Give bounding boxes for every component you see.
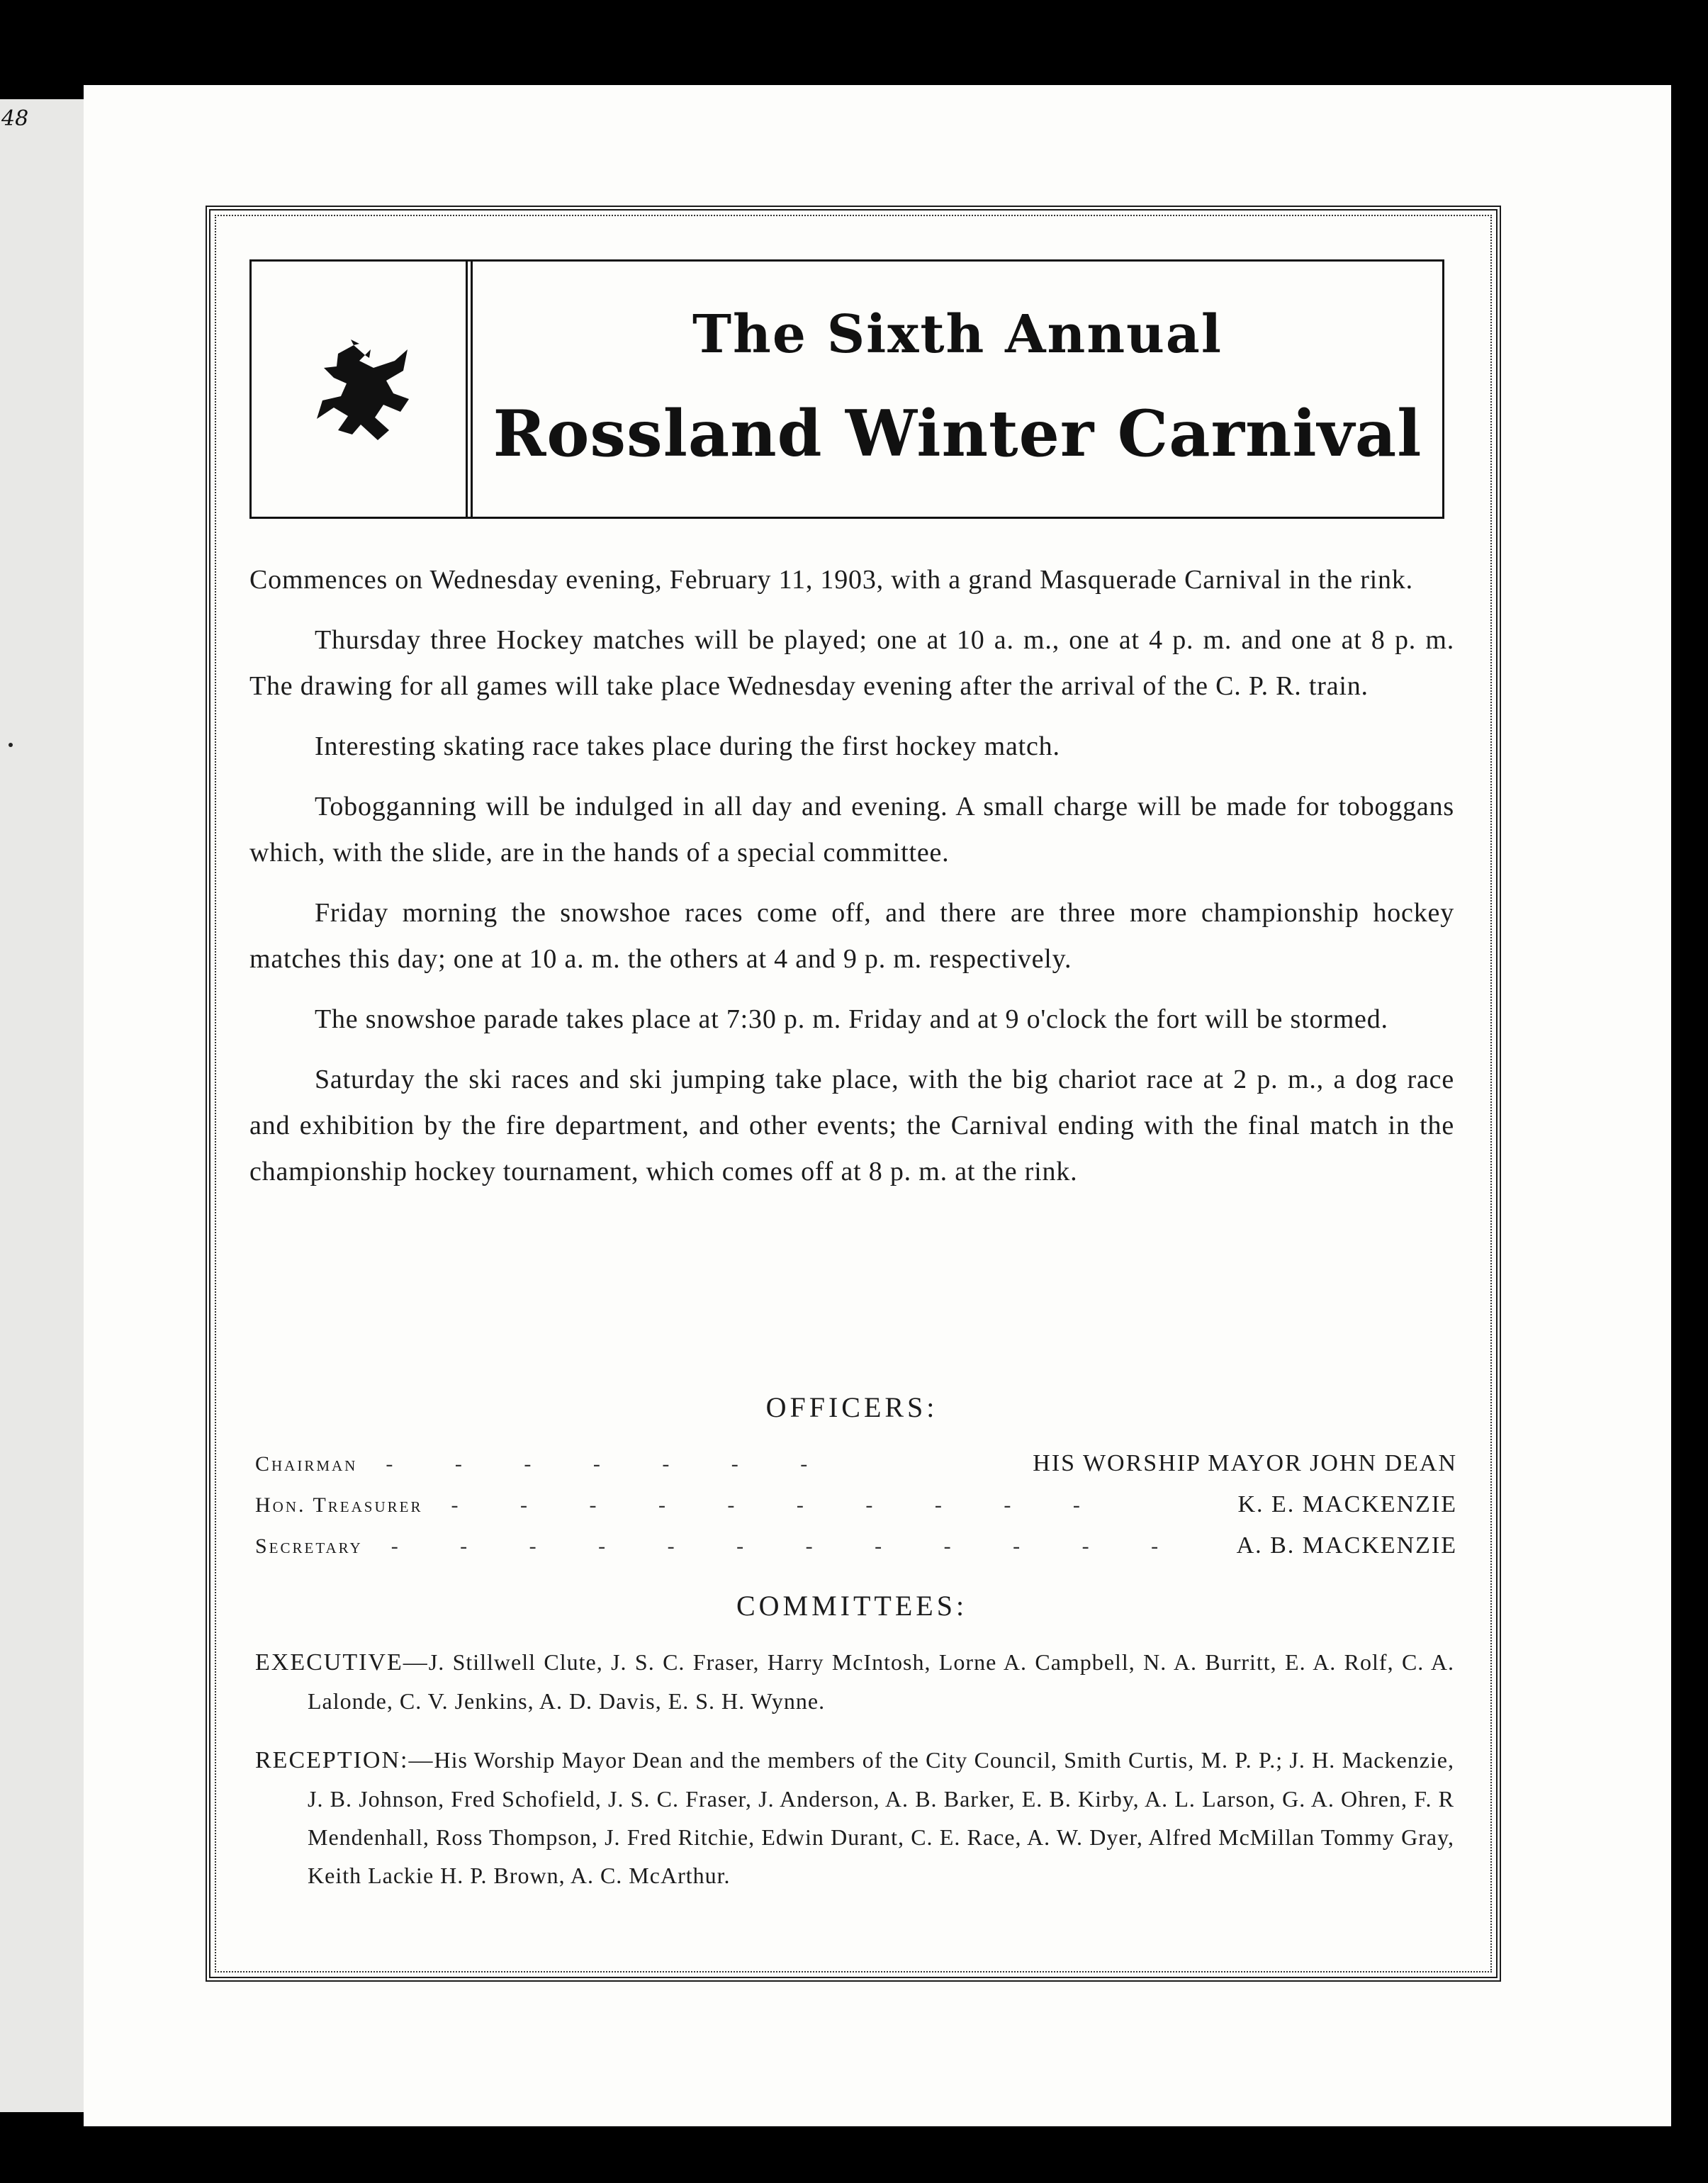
committee-label: EXECUTIVE— — [255, 1649, 429, 1676]
paragraph-wednesday: Commences on Wednesday evening, February 11, 1903, with a grand Masquerade Carnival in the rink. — [249, 565, 1413, 595]
officer-title: Chairman — [255, 1452, 358, 1476]
page-number-mark: 48 — [1, 106, 29, 131]
committees-heading: COMMITTEES: — [736, 1590, 968, 1622]
reception-committee — [255, 1741, 1454, 1895]
executive-committee — [255, 1643, 1454, 1720]
leader-dashes: - - - - - - - - - - - - — [391, 1534, 1187, 1558]
leader-dashes: - - - - - - - - - - — [451, 1493, 1108, 1517]
officer-row-secretary — [255, 1532, 1457, 1568]
paragraph-tobogganning: Tobogganning will be indulged in all day and evening. A small charge will be made for toboggans which, with the slide, are in the hands of a special committee. — [249, 792, 1454, 868]
rampant-lion-icon — [310, 339, 416, 446]
committee-label: RECEPTION:— — [255, 1747, 434, 1773]
officer-name: A. B. MACKENZIE — [1236, 1532, 1457, 1559]
officer-name: HIS WORSHIP MAYOR JOHN DEAN — [1033, 1450, 1457, 1476]
title-line-2: Rossland Winter Carnival — [493, 396, 1422, 471]
title-banner — [249, 259, 1444, 519]
adjacent-page-edge — [0, 99, 86, 2112]
carnival-description — [249, 557, 1454, 1209]
committee-members: J. Stillwell Clute, J. S. C. Fraser, Harry McIntosh, Lorne A. Campbell, N. A. Burritt, E. A. Rolf, C. A. Lalonde, C. V. Jenkins, A. D. Davis, E. S. H. Wynne. — [308, 1649, 1454, 1714]
paragraph-skating: Interesting skating race takes place during the first hockey match. — [315, 731, 1060, 761]
officer-title: Secretary — [255, 1534, 363, 1558]
title-divider — [466, 262, 473, 517]
officer-title: Hon. Treasurer — [255, 1493, 423, 1517]
officer-row-treasurer — [255, 1491, 1457, 1527]
title-line-1: The Sixth Annual — [692, 304, 1223, 365]
paragraph-thursday: Thursday three Hockey matches will be played; one at 10 a. m., one at 4 p. m. and one at 8 p. m. The drawing for all games will take place Wednesday evening after the arrival of the C. P. R. train. — [249, 625, 1454, 701]
officer-row-chairman — [255, 1450, 1457, 1486]
leader-dashes: - - - - - - - — [386, 1452, 836, 1476]
paragraph-friday: Friday morning the snowshoe races come off, and there are three more championship hockey matches this day; one at 10 a. m. the others at 4 and 9 p. m. respectively. — [249, 898, 1454, 974]
paragraph-snowshoe-parade: The snowshoe parade takes place at 7:30 p. m. Friday and at 9 o'clock the fort will be stormed. — [315, 1004, 1388, 1034]
officers-heading: OFFICERS: — [765, 1391, 938, 1423]
officer-name: K. E. MACKENZIE — [1237, 1491, 1457, 1517]
committee-members: His Worship Mayor Dean and the members of the City Council, Smith Curtis, M. P. P.; J. H. Mackenzie, J. B. Johnson, Fred Schofield, J. S. C. Fraser, J. Anderson, A. B. Barker, E. B. Kirby, A. L. Larson, G. A. Ohren, F. R Mendenhall, Ross Thompson, J. Fred Ritchie, Edwin Durant, C. E. Race, A. W. Dyer, Alfred McMillan Tommy Gray, Keith Lackie H. P. Brown, A. C. McArthur. — [308, 1747, 1454, 1888]
paragraph-saturday: Saturday the ski races and ski jumping take place, with the big chariot race at 2 p. m., a dog race and exhibition by the fire department, and other events; the Carnival ending with the final match in the championship hockey tournament, which comes off at 8 p. m. at the rink. — [249, 1065, 1454, 1186]
ink-speck — [9, 743, 13, 747]
